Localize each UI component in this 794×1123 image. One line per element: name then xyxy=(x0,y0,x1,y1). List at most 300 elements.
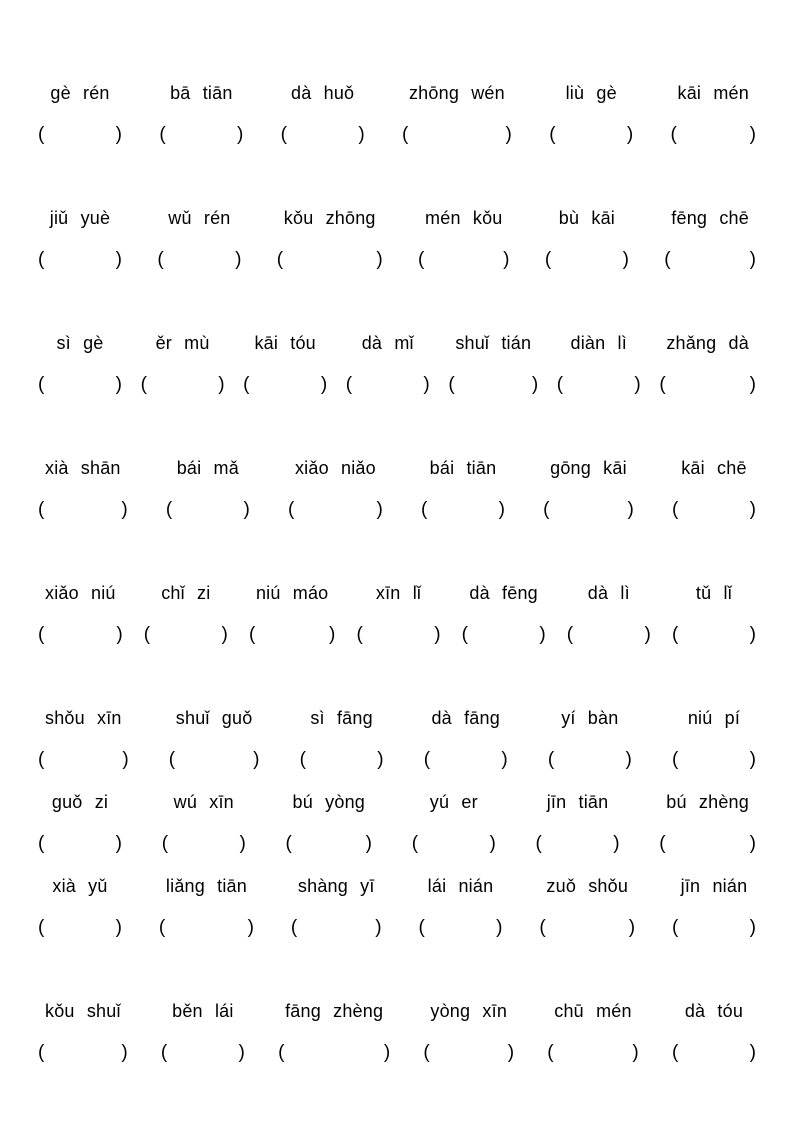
pinyin-label: xīn lǐ xyxy=(375,583,422,603)
answer-blank-space xyxy=(150,614,221,656)
answer-parentheses xyxy=(557,364,641,406)
pinyin-label: xiǎo niǎo xyxy=(294,458,376,478)
word-group xyxy=(38,697,129,781)
word-group xyxy=(423,990,514,1074)
paren-close: ) xyxy=(247,917,254,938)
paren-open: ( xyxy=(423,1042,430,1063)
paren-open: ( xyxy=(566,624,574,645)
paren-open: ( xyxy=(448,374,455,395)
answer-blank-space xyxy=(551,239,622,281)
pinyin-label: dà huǒ xyxy=(291,83,355,103)
pinyin-word-row xyxy=(38,865,756,949)
word-group xyxy=(281,72,365,156)
paren-open: ( xyxy=(401,124,409,145)
answer-blank-space xyxy=(44,907,115,949)
pinyin-label: wǔ rén xyxy=(168,208,231,228)
word-group xyxy=(543,447,634,531)
paren-close: ) xyxy=(235,249,242,270)
answer-parentheses xyxy=(141,364,225,406)
paren-close: ) xyxy=(749,624,756,645)
answer-blank-space xyxy=(678,489,749,531)
answer-parentheses xyxy=(159,114,243,156)
answer-blank-space xyxy=(678,907,749,949)
paren-open: ( xyxy=(418,917,425,938)
paren-close: ) xyxy=(505,124,512,145)
answer-blank-space xyxy=(44,823,115,865)
paren-close: ) xyxy=(632,1042,639,1063)
answer-blank-space xyxy=(554,739,625,781)
answer-parentheses xyxy=(288,489,383,531)
paren-close: ) xyxy=(749,124,756,145)
paren-open: ( xyxy=(539,917,546,938)
answer-blank-space xyxy=(408,114,505,156)
answer-blank-space xyxy=(44,114,115,156)
pinyin-word-row xyxy=(38,697,756,781)
answer-parentheses xyxy=(672,739,756,781)
paren-close: ) xyxy=(626,124,634,145)
word-group xyxy=(357,572,441,656)
paren-open: ( xyxy=(285,833,292,854)
answer-parentheses xyxy=(659,364,756,406)
answer-parentheses xyxy=(536,823,620,865)
pinyin-label: jiǔ yuè xyxy=(49,208,111,228)
answer-blank-space xyxy=(563,364,634,406)
answer-parentheses xyxy=(543,489,634,531)
pinyin-label: bā tiān xyxy=(170,83,233,103)
answer-blank-space xyxy=(167,1032,238,1074)
answer-parentheses xyxy=(672,1032,756,1074)
word-group xyxy=(672,447,756,531)
paren-open: ( xyxy=(535,833,542,854)
pinyin-word-row xyxy=(38,197,756,281)
answer-blank-space xyxy=(671,239,750,281)
paren-open: ( xyxy=(140,374,147,395)
pinyin-label: lái nián xyxy=(427,876,494,896)
answer-parentheses xyxy=(418,907,502,949)
answer-blank-space xyxy=(44,239,115,281)
paren-close: ) xyxy=(218,374,225,395)
paren-close: ) xyxy=(115,374,122,395)
pinyin-label: kāi chē xyxy=(681,458,747,478)
answer-blank-space xyxy=(164,239,235,281)
answer-blank-space xyxy=(283,239,376,281)
answer-blank-space xyxy=(168,823,239,865)
pinyin-word-row xyxy=(38,990,756,1074)
pinyin-label: dà tóu xyxy=(684,1001,744,1021)
paren-open: ( xyxy=(243,374,250,395)
pinyin-label: kǒu shuǐ xyxy=(45,1001,121,1021)
paren-open: ( xyxy=(671,917,679,938)
paren-close: ) xyxy=(253,749,260,770)
answer-parentheses xyxy=(159,907,254,949)
answer-blank-space xyxy=(573,614,644,656)
paren-open: ( xyxy=(670,124,677,145)
word-group xyxy=(38,781,122,865)
paren-close: ) xyxy=(644,624,651,645)
paren-open: ( xyxy=(556,374,564,395)
answer-parentheses xyxy=(672,489,756,531)
pinyin-label: xiǎo niú xyxy=(45,583,116,603)
pinyin-word-row xyxy=(38,572,756,656)
paren-open: ( xyxy=(547,1042,554,1063)
pinyin-label: dà fāng xyxy=(431,708,500,728)
paren-open: ( xyxy=(549,124,556,145)
paren-open: ( xyxy=(38,124,45,145)
paren-open: ( xyxy=(299,749,306,770)
paren-open: ( xyxy=(276,249,284,270)
word-group xyxy=(536,781,620,865)
answer-parentheses xyxy=(38,364,122,406)
word-group xyxy=(286,781,372,865)
word-group xyxy=(291,865,382,949)
answer-blank-space xyxy=(294,489,376,531)
word-group xyxy=(346,322,430,406)
paren-open: ( xyxy=(160,1042,168,1063)
paren-close: ) xyxy=(749,833,756,854)
answer-blank-space xyxy=(352,364,423,406)
answer-parentheses xyxy=(38,1032,128,1074)
paren-close: ) xyxy=(749,917,756,938)
answer-blank-space xyxy=(666,364,750,406)
word-group xyxy=(402,72,512,156)
paren-close: ) xyxy=(496,917,503,938)
answer-blank-space xyxy=(44,614,116,656)
answer-parentheses xyxy=(462,614,546,656)
word-group xyxy=(159,865,254,949)
word-group xyxy=(161,990,245,1074)
paren-close: ) xyxy=(383,1042,391,1063)
answer-parentheses xyxy=(547,1032,638,1074)
pinyin-label: tǔ lǐ xyxy=(695,583,732,603)
answer-blank-space xyxy=(363,614,434,656)
pinyin-label: jīn nián xyxy=(680,876,748,896)
answer-parentheses xyxy=(166,489,250,531)
word-group xyxy=(38,990,128,1074)
paren-open: ( xyxy=(143,624,151,645)
paren-open: ( xyxy=(671,499,679,520)
answer-blank-space xyxy=(418,823,489,865)
answer-parentheses xyxy=(243,364,327,406)
paren-close: ) xyxy=(501,749,508,770)
answer-blank-space xyxy=(424,239,503,281)
paren-open: ( xyxy=(161,833,169,854)
answer-parentheses xyxy=(161,1032,245,1074)
answer-parentheses xyxy=(671,114,756,156)
word-group xyxy=(664,197,756,281)
word-group xyxy=(162,781,246,865)
answer-parentheses xyxy=(418,239,509,281)
paren-close: ) xyxy=(121,499,128,520)
word-group xyxy=(278,990,390,1074)
paren-close: ) xyxy=(221,624,228,645)
word-group xyxy=(545,197,629,281)
answer-blank-space xyxy=(166,114,237,156)
paren-open: ( xyxy=(547,749,555,770)
paren-open: ( xyxy=(38,374,45,395)
word-group xyxy=(38,572,123,656)
pinyin-label: bú yòng xyxy=(292,792,365,812)
pinyin-label: bái tiān xyxy=(429,458,497,478)
paren-close: ) xyxy=(634,374,641,395)
paren-close: ) xyxy=(625,749,632,770)
word-group xyxy=(157,197,241,281)
paren-open: ( xyxy=(38,249,45,270)
word-group xyxy=(539,865,635,949)
paren-open: ( xyxy=(290,917,298,938)
paren-close: ) xyxy=(239,833,246,854)
answer-blank-space xyxy=(284,1032,383,1074)
paren-open: ( xyxy=(356,624,363,645)
word-group xyxy=(567,572,651,656)
pinyin-label: yòng xīn xyxy=(430,1001,508,1021)
paren-open: ( xyxy=(159,124,166,145)
pinyin-label: dà lì xyxy=(587,583,630,603)
answer-blank-space xyxy=(175,739,253,781)
pinyin-label: shuǐ guǒ xyxy=(175,708,253,728)
answer-blank-space xyxy=(430,739,501,781)
answer-parentheses xyxy=(157,239,241,281)
paren-open: ( xyxy=(420,499,428,520)
answer-parentheses xyxy=(38,239,122,281)
answer-parentheses xyxy=(664,239,756,281)
paren-open: ( xyxy=(165,499,173,520)
word-group xyxy=(549,72,633,156)
answer-parentheses xyxy=(567,614,651,656)
pinyin-label: wú xīn xyxy=(173,792,234,812)
answer-parentheses xyxy=(300,739,384,781)
paren-close: ) xyxy=(116,624,123,645)
paren-open: ( xyxy=(345,374,353,395)
pinyin-label: shàng yī xyxy=(297,876,375,896)
pinyin-label: xià shān xyxy=(45,458,121,478)
paren-open: ( xyxy=(38,833,45,854)
answer-parentheses xyxy=(357,614,441,656)
pinyin-label: bú zhèng xyxy=(666,792,749,812)
pinyin-label: kāi tóu xyxy=(254,333,316,353)
paren-close: ) xyxy=(237,124,244,145)
paren-open: ( xyxy=(38,624,45,645)
answer-parentheses xyxy=(291,907,382,949)
answer-blank-space xyxy=(556,114,627,156)
paren-close: ) xyxy=(749,249,756,270)
pinyin-label: sì fāng xyxy=(310,708,373,728)
answer-blank-space xyxy=(292,823,366,865)
pinyin-label: liǎng tiān xyxy=(165,876,247,896)
word-group xyxy=(672,990,756,1074)
word-group xyxy=(548,697,632,781)
answer-parentheses xyxy=(402,114,512,156)
word-group xyxy=(418,197,509,281)
pinyin-label: kǒu zhōng xyxy=(283,208,376,228)
answer-parentheses xyxy=(277,239,383,281)
paren-close: ) xyxy=(749,749,756,770)
answer-blank-space xyxy=(678,614,749,656)
word-group xyxy=(547,990,638,1074)
answer-parentheses xyxy=(545,239,629,281)
word-group xyxy=(659,781,756,865)
paren-close: ) xyxy=(376,499,383,520)
answer-blank-space xyxy=(678,1032,749,1074)
paren-close: ) xyxy=(749,1042,756,1063)
answer-blank-space xyxy=(542,823,613,865)
pinyin-label: sì gè xyxy=(56,333,104,353)
paren-open: ( xyxy=(280,124,287,145)
answer-blank-space xyxy=(666,823,750,865)
paren-close: ) xyxy=(627,499,634,520)
answer-parentheses xyxy=(38,114,122,156)
paren-open: ( xyxy=(671,624,679,645)
answer-parentheses xyxy=(169,739,260,781)
word-group xyxy=(462,572,546,656)
word-group xyxy=(557,322,641,406)
paren-close: ) xyxy=(329,624,336,645)
pinyin-label: bái mǎ xyxy=(176,458,239,478)
pinyin-label: chǐ zi xyxy=(161,583,211,603)
word-group xyxy=(38,197,122,281)
pinyin-label: fāng zhèng xyxy=(285,1001,384,1021)
pinyin-label: xià yǔ xyxy=(52,876,108,896)
paren-close: ) xyxy=(503,249,510,270)
answer-parentheses xyxy=(423,1032,514,1074)
answer-parentheses xyxy=(346,364,430,406)
answer-blank-space xyxy=(44,489,121,531)
pinyin-label: gōng kāi xyxy=(550,458,627,478)
paren-close: ) xyxy=(498,499,505,520)
word-group xyxy=(448,322,538,406)
answer-parentheses xyxy=(672,614,756,656)
pinyin-label: dà mǐ xyxy=(361,333,414,353)
paren-open: ( xyxy=(671,1042,679,1063)
paren-open: ( xyxy=(168,749,176,770)
pinyin-label: bù kāi xyxy=(558,208,615,228)
answer-blank-space xyxy=(678,739,749,781)
paren-close: ) xyxy=(238,1042,245,1063)
paren-close: ) xyxy=(320,374,328,395)
answer-parentheses xyxy=(421,489,505,531)
answer-blank-space xyxy=(172,489,243,531)
answer-parentheses xyxy=(412,823,496,865)
answer-blank-space xyxy=(287,114,358,156)
answer-parentheses xyxy=(38,823,122,865)
answer-blank-space xyxy=(455,364,532,406)
word-group xyxy=(38,865,122,949)
paren-open: ( xyxy=(664,249,671,270)
paren-close: ) xyxy=(489,833,496,854)
answer-blank-space xyxy=(554,1032,633,1074)
paren-close: ) xyxy=(423,374,430,395)
paren-close: ) xyxy=(434,624,441,645)
answer-blank-space xyxy=(427,489,498,531)
word-group xyxy=(288,447,383,531)
answer-blank-space xyxy=(44,364,115,406)
answer-blank-space xyxy=(425,907,496,949)
paren-open: ( xyxy=(278,1042,285,1063)
answer-parentheses xyxy=(249,614,335,656)
word-group xyxy=(421,447,505,531)
answer-parentheses xyxy=(281,114,365,156)
paren-open: ( xyxy=(248,624,256,645)
word-group xyxy=(424,697,508,781)
answer-parentheses xyxy=(548,739,632,781)
pinyin-label: shuǐ tián xyxy=(455,333,532,353)
paren-close: ) xyxy=(377,749,384,770)
pinyin-label: zhǎng dà xyxy=(666,333,749,353)
paren-open: ( xyxy=(423,749,431,770)
paren-close: ) xyxy=(115,833,122,854)
pinyin-label: shǒu xīn xyxy=(45,708,122,728)
answer-blank-space xyxy=(546,907,629,949)
pinyin-label: běn lái xyxy=(172,1001,234,1021)
paren-close: ) xyxy=(613,833,620,854)
pinyin-label: zuǒ shǒu xyxy=(546,876,629,896)
paren-close: ) xyxy=(749,374,756,395)
answer-parentheses xyxy=(549,114,633,156)
word-group xyxy=(659,322,756,406)
answer-parentheses xyxy=(286,823,372,865)
paren-close: ) xyxy=(115,124,122,145)
paren-close: ) xyxy=(749,499,756,520)
answer-parentheses xyxy=(659,823,756,865)
answer-blank-space xyxy=(306,739,377,781)
word-group xyxy=(38,322,122,406)
paren-open: ( xyxy=(38,499,45,520)
paren-close: ) xyxy=(243,499,250,520)
answer-blank-space xyxy=(549,489,627,531)
paren-close: ) xyxy=(507,1042,515,1063)
pinyin-label: mén kǒu xyxy=(425,208,503,228)
word-group xyxy=(671,72,756,156)
pinyin-label: yí bàn xyxy=(561,708,619,728)
paren-close: ) xyxy=(358,124,365,145)
paren-open: ( xyxy=(287,499,295,520)
answer-blank-space xyxy=(430,1032,508,1074)
answer-parentheses xyxy=(162,823,246,865)
answer-parentheses xyxy=(278,1032,390,1074)
word-group xyxy=(672,572,756,656)
paren-close: ) xyxy=(122,749,129,770)
answer-parentheses xyxy=(539,907,635,949)
answer-parentheses xyxy=(38,739,129,781)
pinyin-label: chū mén xyxy=(554,1001,632,1021)
answer-parentheses xyxy=(448,364,538,406)
paren-open: ( xyxy=(411,833,419,854)
paren-open: ( xyxy=(461,624,468,645)
answer-blank-space xyxy=(677,114,750,156)
word-group xyxy=(38,447,128,531)
pinyin-label: niú pí xyxy=(687,708,741,728)
paren-open: ( xyxy=(158,917,166,938)
word-group xyxy=(166,447,250,531)
paren-close: ) xyxy=(121,1042,128,1063)
word-group xyxy=(672,697,756,781)
paren-close: ) xyxy=(365,833,372,854)
paren-close: ) xyxy=(115,249,122,270)
paren-close: ) xyxy=(531,374,539,395)
word-group xyxy=(144,572,228,656)
answer-parentheses xyxy=(38,907,122,949)
answer-blank-space xyxy=(249,364,320,406)
word-group xyxy=(418,865,502,949)
pinyin-label: dà fēng xyxy=(469,583,538,603)
pinyin-label: ěr mù xyxy=(155,333,210,353)
word-group xyxy=(141,322,225,406)
paren-open: ( xyxy=(38,917,45,938)
paren-open: ( xyxy=(543,499,550,520)
pinyin-label: jīn tiān xyxy=(546,792,609,812)
pinyin-label: diàn lì xyxy=(570,333,627,353)
answer-blank-space xyxy=(44,739,122,781)
answer-parentheses xyxy=(424,739,508,781)
